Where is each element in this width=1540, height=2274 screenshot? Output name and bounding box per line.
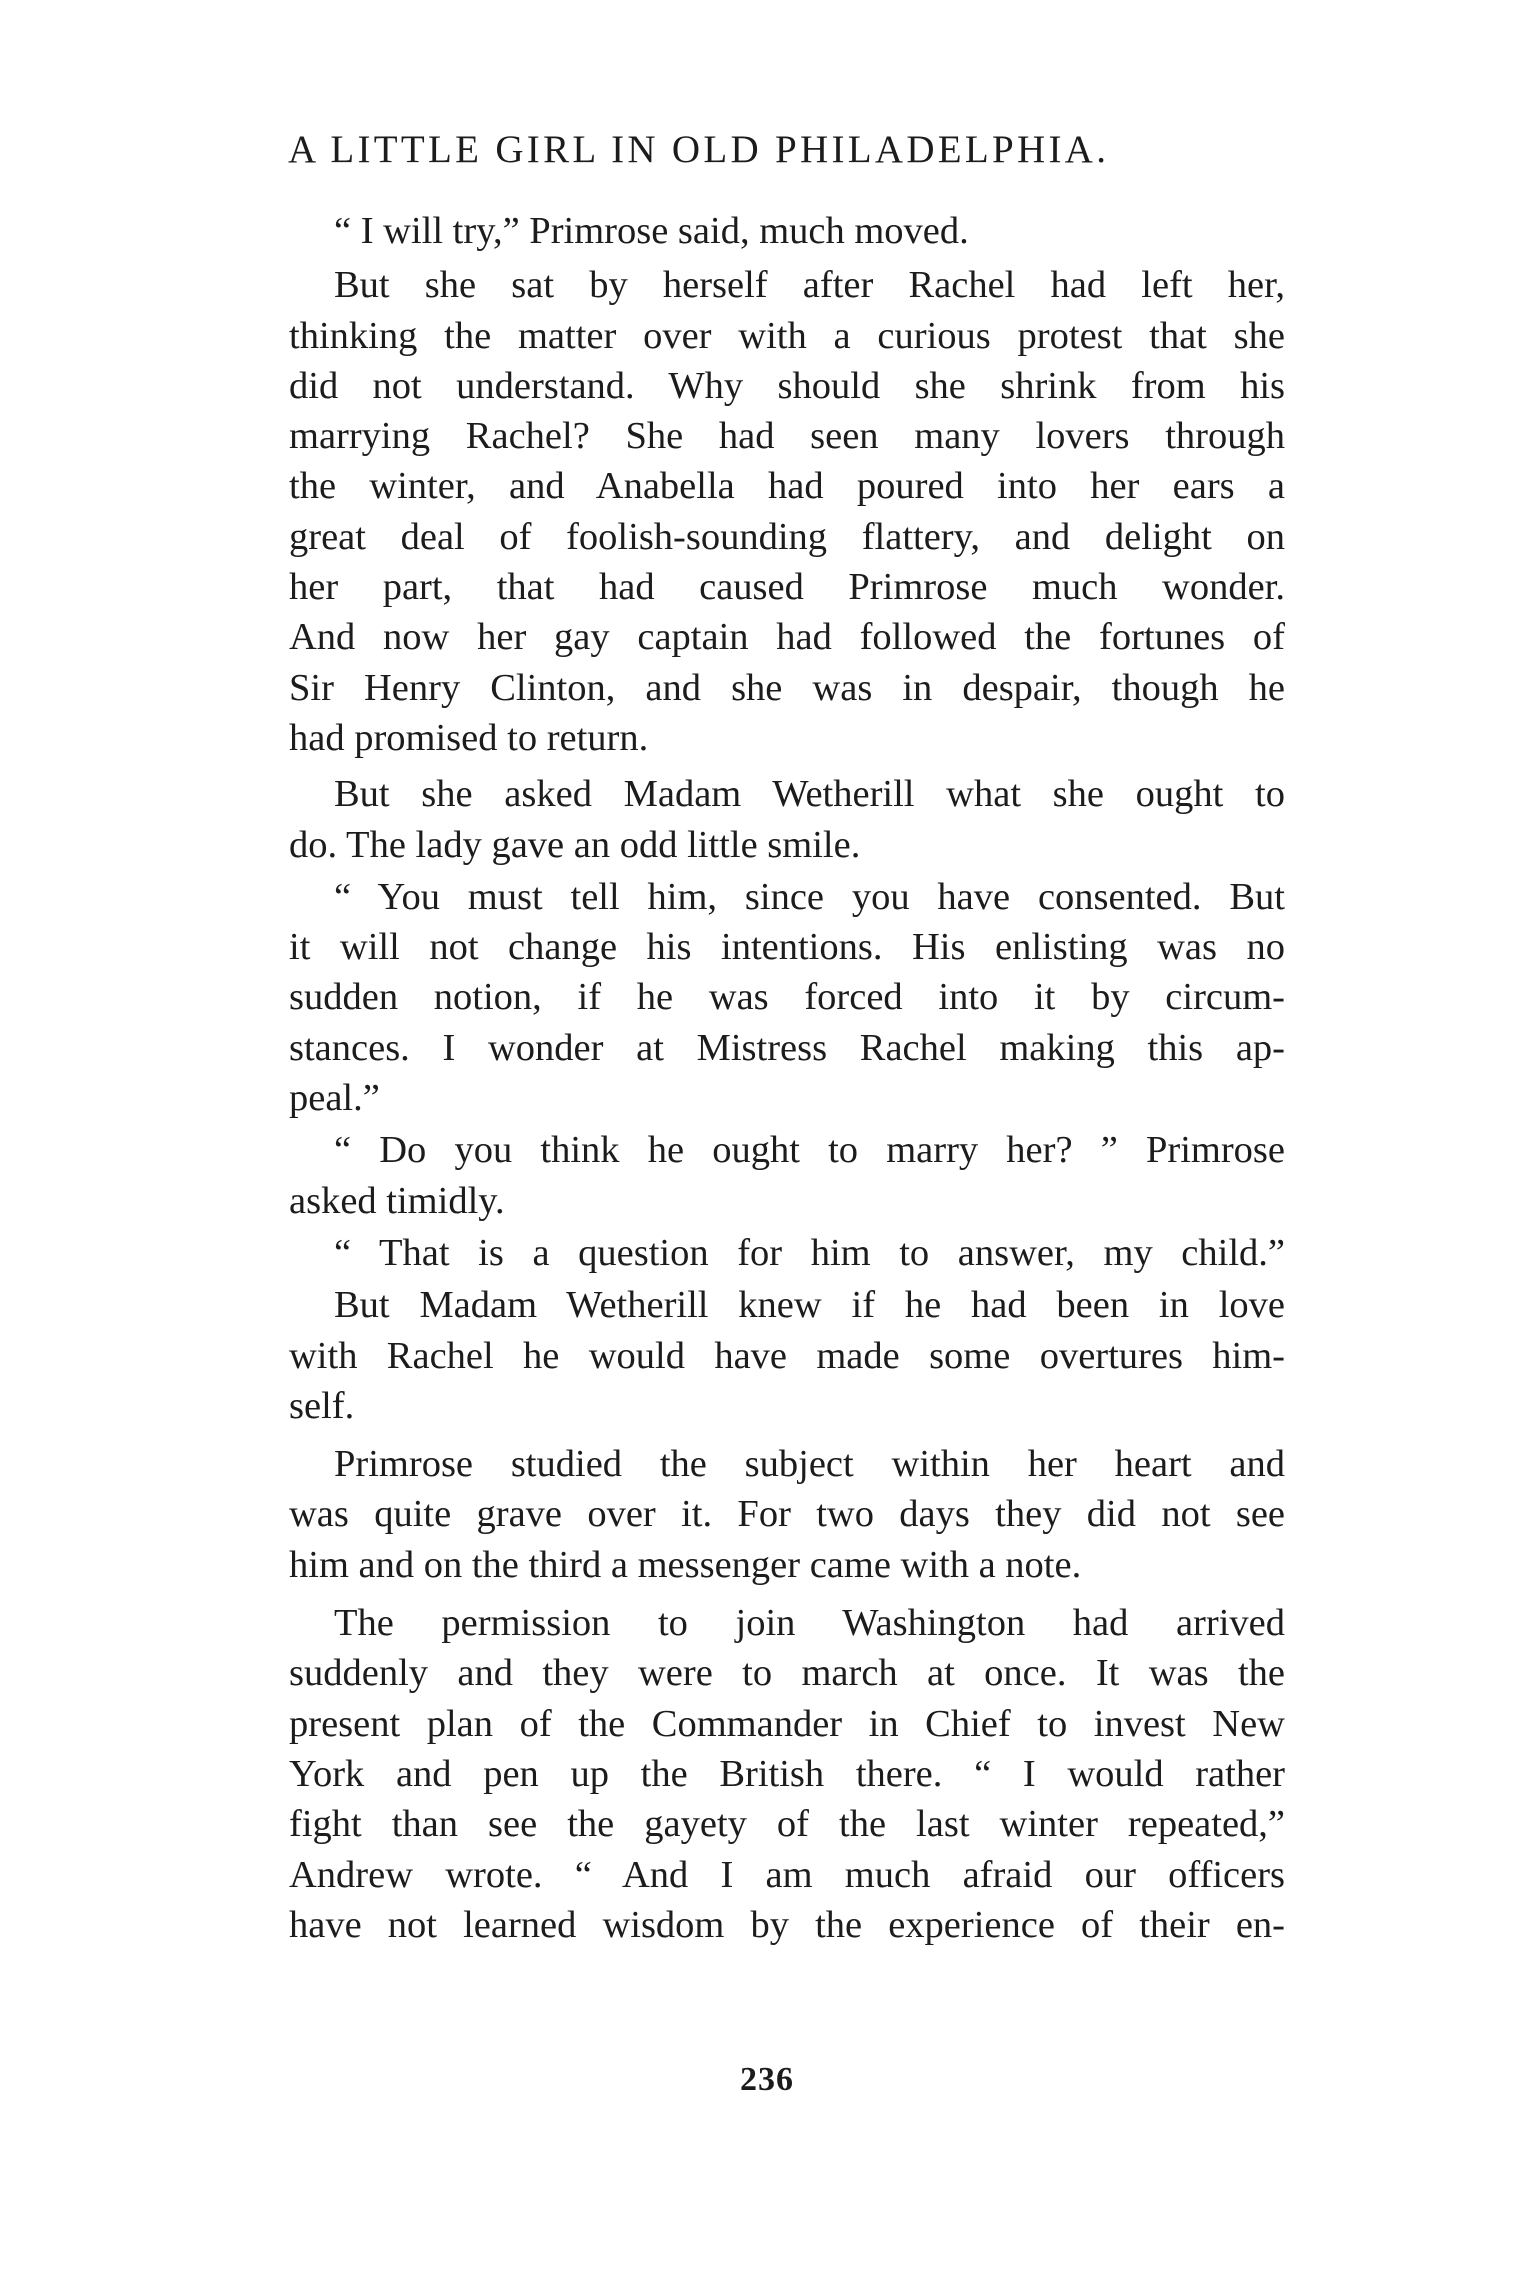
text-line: And now her gay captain had followed the fortunes of bbox=[289, 616, 1285, 659]
text-line: But she sat by herself after Rachel had left her, bbox=[334, 264, 1285, 307]
paragraph-gap bbox=[289, 1431, 1285, 1439]
text-line: “ Do you think he ought to marry her? ” Primrose bbox=[334, 1129, 1285, 1172]
text-line: stances. I wonder at Mistress Rachel making this ap- bbox=[289, 1026, 1285, 1069]
text-line: suddenly and they were to march at once. It was the bbox=[289, 1652, 1285, 1695]
text-line: Sir Henry Clinton, and she was in despair, though he bbox=[289, 666, 1285, 709]
text-line: Primrose studied the subject within her heart and bbox=[334, 1443, 1285, 1486]
text-line: marrying Rachel? She had seen many lovers through bbox=[289, 415, 1285, 458]
text-line: asked timidly. bbox=[289, 1179, 505, 1222]
text-line: “ That is a question for him to answer, my child.” bbox=[334, 1231, 1285, 1274]
text-line: fight than see the gayety of the last winter repeated,” bbox=[289, 1803, 1285, 1846]
text-line: present plan of the Commander in Chief to invest New bbox=[289, 1702, 1285, 1745]
text-line: was quite grave over it. For two days they did not see bbox=[289, 1493, 1285, 1536]
text-line: self. bbox=[289, 1384, 355, 1427]
text-line: thinking the matter over with a curious protest that she bbox=[289, 314, 1285, 357]
text-line: “ You must tell him, since you have consented. But bbox=[334, 875, 1285, 918]
running-head: A LITTLE GIRL IN OLD PHILADELPHIA. bbox=[288, 128, 1110, 171]
text-line: “ I will try,” Primrose said, much moved. bbox=[334, 210, 969, 252]
text-line: have not learned wisdom by the experience of their en- bbox=[289, 1903, 1285, 1946]
text-line: her part, that had caused Primrose much wonder. bbox=[289, 566, 1285, 609]
text-line: sudden notion, if he was forced into it by circum- bbox=[289, 976, 1285, 1019]
text-line: had promised to return. bbox=[289, 716, 649, 759]
text-line: the winter, and Anabella had poured into her ears a bbox=[289, 465, 1285, 508]
text-line: The permission to join Washington had arrived bbox=[334, 1602, 1285, 1645]
text-line: it will not change his intentions. His enlisting was no bbox=[289, 926, 1285, 969]
text-line: do. The lady gave an odd little smile. bbox=[289, 823, 861, 866]
text-line: Andrew wrote. “ And I am much afraid our officers bbox=[289, 1853, 1285, 1896]
text-line: But Madam Wetherill knew if he had been in love bbox=[334, 1284, 1285, 1327]
paragraph-gap bbox=[289, 1590, 1285, 1598]
text-line: York and pen up the British there. “ I would rather bbox=[289, 1752, 1285, 1795]
text-line: with Rachel he would have made some overtures him- bbox=[289, 1334, 1285, 1377]
text-line: peal.” bbox=[289, 1077, 380, 1120]
text-line: him and on the third a messenger came with a note. bbox=[289, 1543, 1082, 1586]
text-line: did not understand. Why should she shrink from his bbox=[289, 364, 1285, 407]
page-number: 236 bbox=[740, 2061, 794, 2098]
body-text bbox=[289, 206, 1285, 1950]
text-line: But she asked Madam Wetherill what she ought to bbox=[334, 773, 1285, 816]
text-line: great deal of foolish-sounding flattery, and delight on bbox=[289, 515, 1285, 558]
